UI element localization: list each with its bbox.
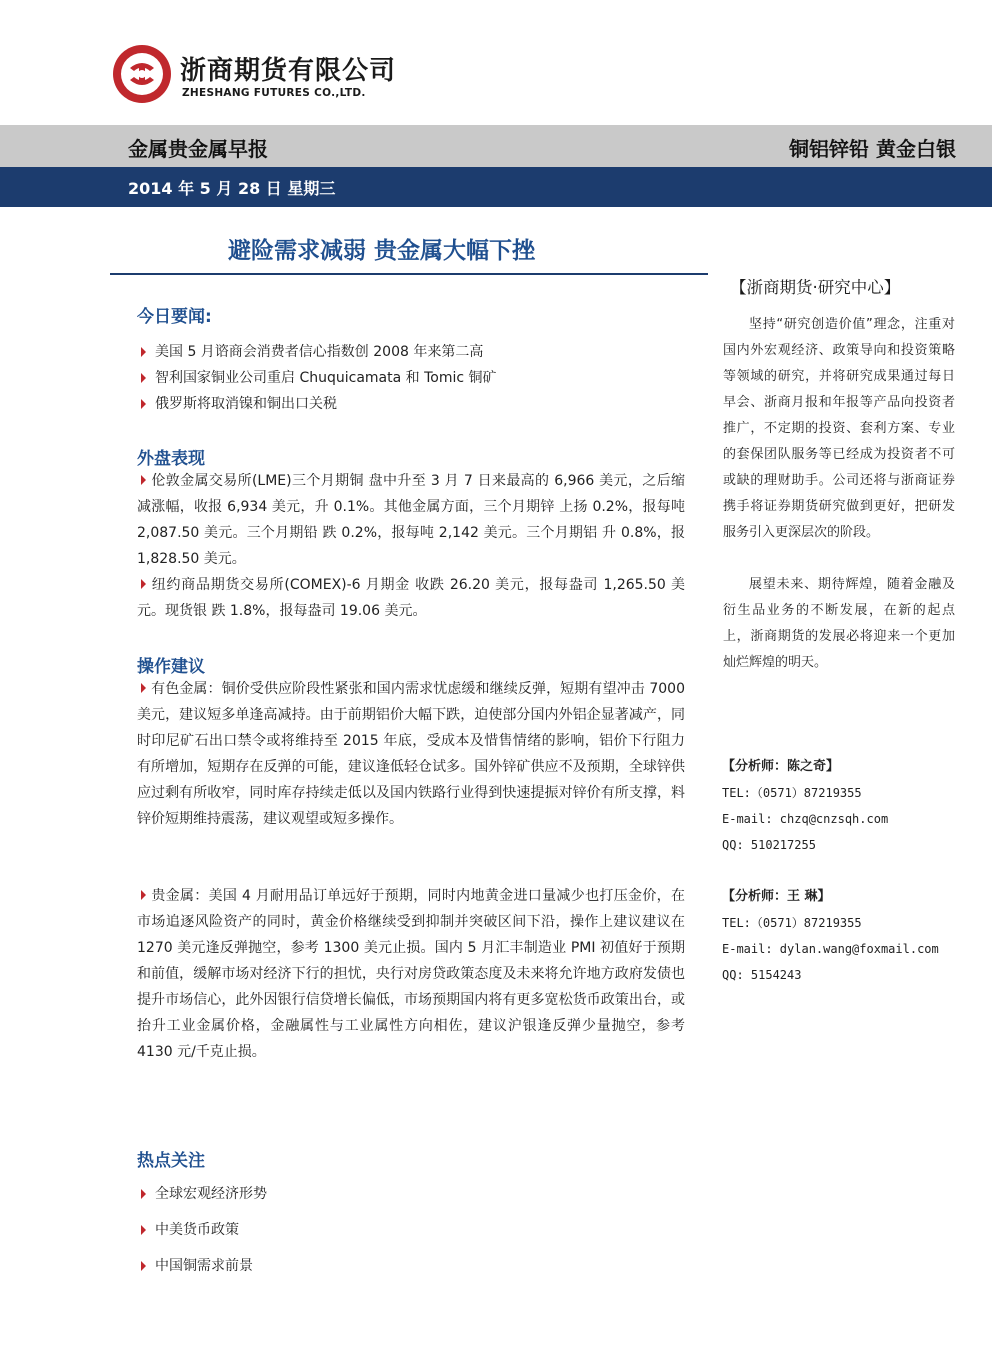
- bullet-arrow-icon: [141, 1189, 146, 1199]
- bullet-arrow-icon: [141, 399, 146, 409]
- news-section-title: 今日要闻:: [137, 307, 212, 327]
- analyst-tel: TEL:（0571）87219355: [722, 916, 862, 930]
- hot-list: [137, 1181, 685, 1289]
- headline: 避险需求减弱 贵金属大幅下挫: [228, 238, 536, 264]
- overseas-section-title: 外盘表现: [137, 449, 205, 469]
- list-item: 美国 5 月谘商会消费者信心指数创 2008 年来第二高: [137, 339, 685, 365]
- bullet-arrow-icon: [141, 890, 146, 900]
- bullet-arrow-icon: [141, 373, 146, 383]
- analyst-email[interactable]: E-mail: chzq@cnzsqh.com: [722, 812, 889, 826]
- hot-section-title: 热点关注: [137, 1151, 205, 1171]
- advice-paragraph-metals: 有色金属：铜价受供应阶段性紧张和国内需求忧虑缓和继续反弹，短期有望冲击 7000 美元，建议短多单逢高减持。由于前期铝价大幅下跌，迫使部分国内外铝企显著减产，同时印尼矿石出口禁令或将维持至 2015 年底，受成本及惜售情绪的影响，铝价下行阻力有所增加，短期存在反弹的可能，建议逢低轻仓试多。国外锌矿供应不及预期，全球锌供应过剩有所收窄，同时库存持续走低以及国内铁路行业得到快速提振对锌价有所支撑，料锌价短期维持震荡，建议观望或短多操作。: [137, 681, 685, 827]
- bullet-arrow-icon: [141, 347, 146, 357]
- analyst-qq: QQ: 510217255: [722, 838, 816, 852]
- overseas-paragraph: 纽约商品期货交易所(COMEX)-6 月期金 收跌 26.20 美元，报每盎司 1,265.50 美元。现货银 跌 1.8%，报每盎司 19.06 美元。: [137, 577, 685, 619]
- list-item: 中美货币政策: [137, 1217, 685, 1243]
- sidebar-paragraph: 坚持“研究创造价值”理念，注重对国内外宏观经济、政策导向和投资策略等领域的研究，并将研究成果通过每日早会、浙商月报和年报等产品向投资者推广，不定期的投资、套利方案、专业的套保团队服务等已经成为投资者不可或缺的理财助手。公司还将与浙商证券携手将证券期货研究做到更好，把研发服务引入更深层次的阶段。: [723, 317, 955, 540]
- analyst-tel: TEL:（0571）87219355: [722, 786, 862, 800]
- list-item: 中国铜需求前景: [137, 1253, 685, 1279]
- list-item: 全球宏观经济形势: [137, 1181, 685, 1207]
- analyst-qq: QQ: 5154243: [722, 968, 802, 982]
- report-categories: 铜铝锌铅 黄金白银: [789, 137, 956, 161]
- bullet-arrow-icon: [141, 475, 146, 485]
- list-item: 智利国家铜业公司重启 Chuquicamata 和 Tomic 铜矿: [137, 365, 685, 391]
- sidebar-paragraph: 展望未来、期待辉煌，随着金融及衍生品业务的不断发展，在新的起点上，浙商期货的发展必将迎来一个更加灿烂辉煌的明天。: [723, 577, 955, 670]
- bullet-arrow-icon: [141, 683, 146, 693]
- bullet-arrow-icon: [141, 1261, 146, 1271]
- list-item: 俄罗斯将取消镍和铜出口关税: [137, 391, 685, 417]
- bullet-arrow-icon: [141, 579, 146, 589]
- analyst-email[interactable]: E-mail: dylan.wang@foxmail.com: [722, 942, 939, 956]
- report-type: 金属贵金属早报: [128, 137, 268, 161]
- advice-paragraph-precious: 贵金属：美国 4 月耐用品订单远好于预期，同时内地黄金进口量减少也打压金价，在市场追逐风险资产的同时，黄金价格继续受到抑制并突破区间下沿，操作上建议建议在 1270 美元逢反弹抛空，参考 1300 美元止损。国内 5 月汇丰制造业 PMI 初值好于预期和前值，缓解市场对经济下行的担忧，央行对房贷政策态度及未来将允许地方政府发债也提升市场信心，此外因银行信贷增长偏低，市场预期国内将有更多宽松货币政策出台，或抬升工业金属价格，金融属性与工业属性方向相佐，建议沪银逢反弹少量抛空，参考 4130 元/千克止损。: [137, 888, 685, 1060]
- analyst-card: [722, 754, 888, 858]
- overseas-paragraph: 伦敦金属交易所(LME)三个月期铜 盘中升至 3 月 7 日来最高的 6,966 美元，之后缩减涨幅，收报 6,934 美元，升 0.1%。其他金属方面，三个月期锌 上扬 0.2%，报每吨 2,087.50 美元。三个月期铅 跌 0.2%，报每吨 2,142 美元。三个月期铝 升 0.8%，报 1,828.50 美元。: [137, 473, 685, 567]
- analyst-name: 【分析师：陈之奇】: [722, 759, 840, 774]
- bullet-arrow-icon: [141, 1225, 146, 1235]
- zheshang-logo-icon: [112, 44, 172, 104]
- analyst-name: 【分析师：王 琳】: [722, 889, 831, 904]
- report-date: 2014 年 5 月 28 日 星期三: [128, 179, 336, 198]
- sidebar-title: 【浙商期货·研究中心】: [730, 278, 901, 297]
- company-name-en: ZHESHANG FUTURES CO.,LTD.: [182, 87, 366, 99]
- analyst-card: [722, 884, 939, 988]
- headline-divider: [110, 273, 708, 275]
- news-list: [137, 339, 685, 417]
- report-type-band: [0, 125, 992, 167]
- date-band: [0, 167, 992, 207]
- advice-section-title: 操作建议: [137, 657, 205, 677]
- company-name-cn: 浙商期货有限公司: [180, 56, 397, 86]
